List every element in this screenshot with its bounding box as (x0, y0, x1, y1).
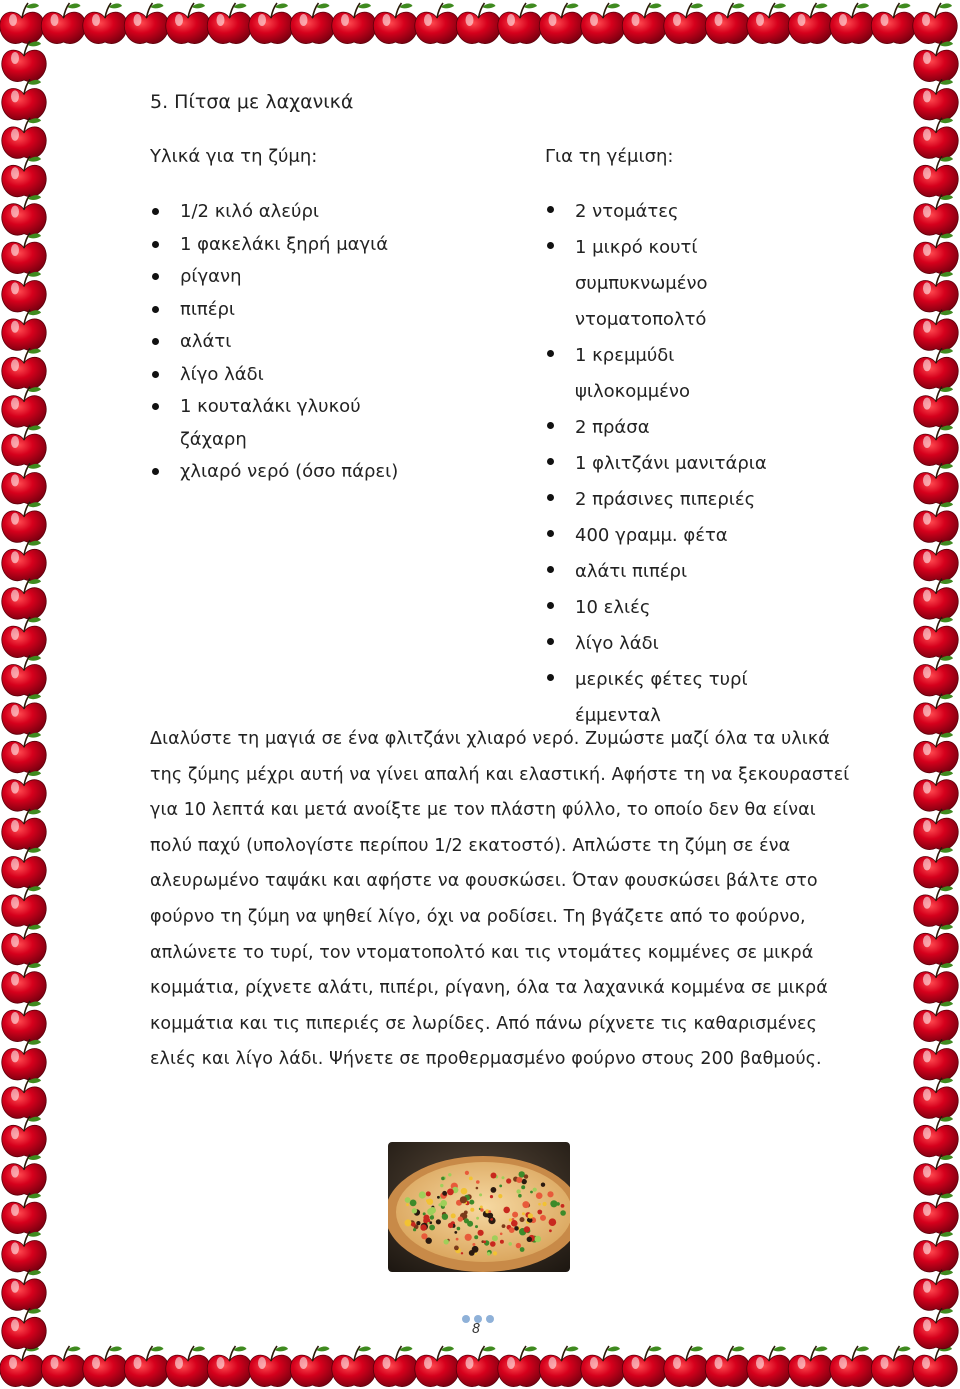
topping (521, 1185, 525, 1189)
apple-icon (290, 3, 334, 44)
apple-icon (914, 425, 958, 466)
topping (475, 1225, 478, 1228)
topping (511, 1220, 518, 1227)
apple-icon (415, 1346, 459, 1387)
topping (476, 1217, 479, 1220)
topping (556, 1202, 560, 1206)
apple-icon (914, 847, 958, 888)
apple-icon (332, 3, 376, 44)
topping (480, 1206, 483, 1209)
list-item (150, 326, 450, 359)
apple-icon (914, 540, 958, 581)
apple-icon (2, 271, 46, 312)
apple-icon (914, 617, 958, 658)
apple-icon (914, 233, 958, 274)
topping (420, 1224, 426, 1230)
topping (474, 1235, 478, 1239)
apple-icon (914, 963, 958, 1004)
topping (448, 1173, 451, 1176)
apple-icon (788, 3, 832, 44)
list-item (545, 446, 795, 482)
topping (490, 1241, 496, 1247)
topping (427, 1199, 433, 1205)
apple-icon (290, 1346, 334, 1387)
apple-icon (539, 3, 583, 44)
topping (543, 1202, 547, 1206)
apple-icon (914, 310, 958, 351)
apple-icon (2, 502, 46, 543)
apple-icon (914, 502, 958, 543)
apple-icon (2, 387, 46, 428)
apple-icon (2, 1270, 46, 1311)
apple-icon (914, 1193, 958, 1234)
ingredient-text: 1 φακελάκι ξηρή μαγιά (180, 233, 389, 255)
topping (454, 1231, 457, 1234)
topping (469, 1200, 474, 1205)
apple-icon (0, 1346, 44, 1387)
apple-icon (83, 1346, 127, 1387)
apple-icon (2, 771, 46, 812)
topping (522, 1212, 525, 1215)
apple-icon (2, 118, 46, 159)
apple-icon (914, 348, 958, 389)
topping (465, 1234, 472, 1241)
apple-icon (2, 1308, 46, 1349)
topping (441, 1177, 445, 1181)
topping (437, 1196, 440, 1199)
topping (483, 1241, 486, 1244)
apple-icon (124, 1346, 168, 1387)
topping (493, 1251, 497, 1255)
apple-icon (2, 310, 46, 351)
ingredient-text: μερικές φέτες τυρί έμμενταλ (575, 669, 748, 726)
topping (549, 1218, 557, 1226)
ingredient-text: 1 φλιτζάνι μανιτάρια (575, 453, 767, 474)
apple-icon (2, 195, 46, 236)
ingredient-text: 1/2 κιλό αλεύρι (180, 201, 319, 222)
apple-icon (914, 694, 958, 735)
topping (416, 1221, 420, 1225)
ingredient-text: 2 ντομάτες (575, 201, 679, 222)
topping (528, 1213, 533, 1218)
topping (461, 1252, 463, 1254)
apple-icon (914, 387, 958, 428)
topping (456, 1238, 459, 1241)
apple-icon (914, 463, 958, 504)
topping (502, 1176, 505, 1179)
topping (491, 1173, 497, 1179)
topping (465, 1171, 469, 1175)
topping (503, 1207, 510, 1214)
topping (536, 1192, 543, 1199)
apple-icon (373, 3, 417, 44)
apple-icon (2, 617, 46, 658)
topping (490, 1195, 493, 1198)
ingredient-text: αλάτι πιπέρι (575, 561, 688, 582)
ingredient-text: 2 πράσα (575, 417, 650, 438)
ingredient-text: λίγο λάδι (575, 633, 659, 654)
topping (476, 1187, 479, 1190)
ingredient-text: 1 κρεμμύδι ψιλοκομμένο (575, 345, 690, 402)
topping (491, 1187, 497, 1193)
apple-icon (2, 1116, 46, 1157)
apple-icon (498, 3, 542, 44)
topping (514, 1226, 519, 1231)
apple-icon (914, 924, 958, 965)
apple-icon (373, 1346, 417, 1387)
apple-icon (914, 1231, 958, 1272)
ingredient-text: 1 μικρό κουτί συμπυκνωμένο ντοματοπολτό (575, 237, 708, 330)
topping (467, 1221, 473, 1227)
apple-icon (914, 771, 958, 812)
apple-icon (2, 1039, 46, 1080)
ingredient-text: 1 κουταλάκι γλυκού ζάχαρη (180, 396, 361, 450)
topping (480, 1208, 483, 1211)
topping (509, 1227, 515, 1233)
list-item (545, 194, 795, 230)
ingredient-text: πιπέρι (180, 298, 236, 320)
instructions-paragraph: Διαλύστε τη μαγιά σε ένα φλιτζάνι χλιαρό νερό. Ζυμώστε μαζί όλα τα υλικά της ζύμης μέχρι αυτή να γίνει απαλή και ελαστική. Αφήστε τη να ξεκουραστεί για 10 λεπτά και μετά ανοίξτε με τον πλάστη φύλλο, το οποίο δεν θα είναι πολύ παχύ (υπολογίστε περίπου 1/2 εκατοστό). Απλώστε τη ζύμη σε ένα αλευρωμένο ταψάκι και αφήστε να φουσκώσει. Όταν φουσκώσει βάλτε στο φούρνο τη ζύμη να ψηθεί λίγο, όχι να ροδίσει. Τη βγάζετε από το φούρνο, απλώνετε το τυρί, τον ντοματοπολτό και τις ντομάτες κομμένες σε μικρά κομμάτια, ρίχνετε αλάτι, πιπέρι, ρίγανη, όλα τα λαχανικά κομμένα σε μικρά κομμάτια και τις πιπεριές σε λωρίδες. Από πάνω ρίχνετε τις καθαρισμένες ελιές και λίγο λάδι. Ψήνετε σε προθερμασμένο φούρνο στους 200 βαθμούς. (150, 729, 850, 1070)
apple-icon (914, 195, 958, 236)
topping (440, 1200, 447, 1207)
page-number: 8 (472, 1322, 481, 1337)
topping (429, 1207, 436, 1214)
apple-icon (747, 3, 791, 44)
topping (541, 1183, 545, 1187)
topping (516, 1243, 521, 1248)
apple-icon (83, 3, 127, 44)
apple-icon (914, 1155, 958, 1196)
apple-icon (2, 732, 46, 773)
topping (447, 1189, 454, 1196)
topping (461, 1188, 468, 1195)
list-item (545, 554, 795, 590)
topping (509, 1218, 512, 1221)
topping (487, 1213, 493, 1219)
topping (442, 1191, 447, 1196)
apple-icon (2, 655, 46, 696)
apple-icon (871, 1346, 915, 1387)
list-item (545, 482, 795, 518)
ingredient-text: 400 γραμμ. φέτα (575, 525, 728, 546)
topping (512, 1212, 518, 1218)
topping (492, 1235, 498, 1241)
apple-icon (914, 156, 958, 197)
topping (460, 1196, 467, 1203)
apple-icon (456, 3, 500, 44)
topping (405, 1197, 411, 1203)
ingredient-text: λίγο λάδι (180, 363, 264, 385)
topping (522, 1201, 529, 1208)
topping (413, 1228, 416, 1231)
apple-icon (0, 3, 44, 44)
apple-icon (2, 1193, 46, 1234)
apple-icon (41, 3, 85, 44)
topping (538, 1203, 541, 1206)
apple-icon (914, 271, 958, 312)
list-item (150, 196, 450, 229)
topping (442, 1214, 448, 1220)
apple-icon (2, 1155, 46, 1196)
topping (488, 1210, 491, 1213)
list-item (150, 229, 450, 262)
apple-icon (581, 1346, 625, 1387)
apple-icon (166, 3, 210, 44)
ingredient-text: 10 ελιές (575, 597, 651, 618)
topping (421, 1233, 427, 1239)
apple-icon (914, 41, 958, 82)
list-item (150, 294, 450, 327)
apple-icon (249, 1346, 293, 1387)
topping (506, 1178, 511, 1183)
apple-icon (2, 79, 46, 120)
apple-icon (539, 1346, 583, 1387)
apple-icon (914, 79, 958, 120)
topping (516, 1189, 520, 1193)
topping (547, 1191, 553, 1197)
apple-icon (2, 348, 46, 389)
apple-icon (2, 1231, 46, 1272)
apple-icon (913, 3, 957, 44)
topping (540, 1215, 546, 1221)
list-item (150, 456, 450, 489)
list-item (545, 230, 765, 338)
topping (561, 1204, 565, 1208)
pizza-photo (388, 1142, 570, 1272)
topping (518, 1194, 522, 1198)
topping (500, 1240, 504, 1244)
topping (516, 1177, 522, 1183)
apple-icon (249, 3, 293, 44)
recipe-title: 5. Πίτσα με λαχανικά (150, 91, 354, 113)
topping (524, 1226, 530, 1232)
apple-icon (2, 1001, 46, 1042)
apple-icon (2, 847, 46, 888)
apple-icon (622, 1346, 666, 1387)
topping (472, 1243, 475, 1246)
apple-icon (914, 886, 958, 927)
apple-icon (207, 1346, 251, 1387)
topping (410, 1200, 417, 1207)
apple-icon (871, 3, 915, 44)
apple-icon (124, 3, 168, 44)
filling-heading: Για τη γέμιση: (545, 146, 674, 167)
topping (448, 1223, 453, 1228)
apple-icon (830, 1346, 874, 1387)
list-item (545, 518, 795, 554)
topping (411, 1222, 416, 1227)
topping (429, 1225, 435, 1231)
list-item (545, 626, 795, 662)
apple-icon (914, 1308, 958, 1349)
topping (406, 1203, 409, 1206)
apple-icon (2, 579, 46, 620)
topping (508, 1242, 512, 1246)
topping (487, 1252, 491, 1256)
topping (436, 1219, 441, 1224)
dough-ingredient-list (150, 196, 450, 489)
topping (524, 1174, 528, 1178)
apple-icon (788, 1346, 832, 1387)
topping (440, 1184, 443, 1187)
apple-icon (2, 425, 46, 466)
list-item (150, 359, 450, 392)
apple-icon (498, 1346, 542, 1387)
apple-icon (914, 1001, 958, 1042)
topping (469, 1250, 475, 1256)
topping (533, 1188, 537, 1192)
topping (454, 1246, 459, 1251)
topping (458, 1216, 463, 1221)
topping (478, 1230, 484, 1236)
topping (457, 1227, 461, 1231)
topping (530, 1191, 533, 1194)
apple-icon (914, 579, 958, 620)
apple-icon (622, 3, 666, 44)
topping (412, 1208, 417, 1213)
apple-icon (664, 3, 708, 44)
apple-icon (2, 924, 46, 965)
topping (405, 1219, 412, 1226)
topping (500, 1233, 503, 1236)
apple-icon (207, 3, 251, 44)
apple-icon (914, 1270, 958, 1311)
list-item (545, 410, 795, 446)
apple-icon (664, 1346, 708, 1387)
topping (423, 1215, 429, 1221)
topping (419, 1191, 426, 1198)
topping (560, 1210, 566, 1216)
apple-icon (332, 1346, 376, 1387)
apple-icon (2, 540, 46, 581)
topping (520, 1217, 525, 1222)
apple-icon (2, 41, 46, 82)
apple-icon (830, 3, 874, 44)
topping (535, 1236, 542, 1243)
apple-icon (914, 809, 958, 850)
ingredient-text: χλιαρό νερό (όσο πάρει) (180, 461, 399, 482)
apple-icon (166, 1346, 210, 1387)
apple-icon (2, 156, 46, 197)
apple-icon (914, 1078, 958, 1119)
apple-icon (581, 3, 625, 44)
apple-icon (705, 1346, 749, 1387)
list-item (150, 261, 450, 294)
list-item (150, 391, 390, 456)
apple-icon (2, 463, 46, 504)
topping (430, 1215, 434, 1219)
topping (444, 1239, 449, 1244)
apple-icon (747, 1346, 791, 1387)
list-item (545, 338, 795, 410)
list-item (545, 590, 795, 626)
topping (527, 1237, 532, 1242)
topping (549, 1229, 552, 1232)
apple-icon (914, 655, 958, 696)
apple-icon (914, 118, 958, 159)
filling-ingredient-list (545, 194, 795, 734)
apple-icon (705, 3, 749, 44)
ingredient-text: 2 πράσινες πιπεριές (575, 489, 756, 510)
topping (470, 1208, 474, 1212)
apple-icon (456, 1346, 500, 1387)
topping (476, 1180, 480, 1184)
apple-icon (2, 694, 46, 735)
apple-icon (914, 732, 958, 773)
topping (522, 1179, 527, 1184)
apple-icon (914, 1116, 958, 1157)
apple-icon (41, 1346, 85, 1387)
topping (426, 1191, 431, 1196)
topping (502, 1224, 506, 1228)
apple-icon (2, 963, 46, 1004)
apple-icon (914, 1039, 958, 1080)
topping (451, 1213, 456, 1218)
topping (469, 1177, 473, 1181)
topping (479, 1193, 482, 1196)
apple-icon (2, 809, 46, 850)
topping (498, 1194, 502, 1198)
topping (427, 1222, 429, 1224)
topping (499, 1185, 502, 1188)
apple-icon (913, 1346, 957, 1387)
topping (475, 1253, 477, 1255)
apple-icon (2, 233, 46, 274)
ingredient-text: αλάτι (180, 331, 232, 352)
topping (520, 1247, 525, 1252)
apple-icon (2, 1078, 46, 1119)
topping (537, 1210, 542, 1215)
ingredient-text: ρίγανη (180, 266, 242, 287)
apple-icon (415, 3, 459, 44)
dough-heading: Υλικά για τη ζύμη: (150, 146, 318, 167)
apple-icon (2, 886, 46, 927)
